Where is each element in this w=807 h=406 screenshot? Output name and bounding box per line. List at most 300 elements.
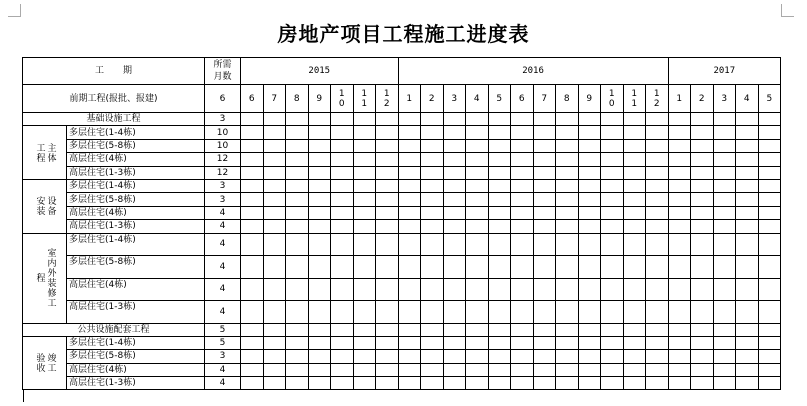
schedule-cell — [736, 220, 759, 233]
schedule-cell — [556, 301, 579, 324]
schedule-cell — [578, 220, 601, 233]
schedule-cell — [646, 350, 669, 363]
schedule-cell — [578, 377, 601, 390]
schedule-cell — [623, 113, 646, 126]
schedule-cell — [646, 220, 669, 233]
schedule-cell — [443, 336, 466, 349]
schedule-cell — [691, 139, 714, 152]
schedule-cell — [376, 233, 399, 256]
schedule-cell — [466, 256, 489, 279]
month-header: 3 — [713, 85, 736, 113]
schedule-cell — [758, 256, 781, 279]
schedule-cell — [443, 179, 466, 192]
schedule-cell — [376, 278, 399, 301]
schedule-cell — [511, 220, 534, 233]
schedule-cell — [578, 363, 601, 376]
schedule-cell — [533, 126, 556, 139]
schedule-cell — [263, 126, 286, 139]
table-row — [23, 350, 781, 363]
schedule-cell — [668, 193, 691, 206]
schedule-cell — [511, 139, 534, 152]
schedule-cell — [533, 323, 556, 336]
sub-item-label: 多层住宅(5-8栋) — [67, 193, 205, 206]
months-needed-value: 10 — [205, 126, 241, 139]
schedule-cell — [533, 301, 556, 324]
schedule-cell — [466, 153, 489, 166]
table-row — [23, 139, 781, 152]
schedule-cell — [286, 233, 309, 256]
schedule-cell — [556, 113, 579, 126]
schedule-cell — [533, 363, 556, 376]
schedule-cell — [241, 193, 264, 206]
schedule-cell — [533, 377, 556, 390]
schedule-cell — [488, 336, 511, 349]
schedule-cell — [263, 323, 286, 336]
schedule-cell — [601, 301, 624, 324]
sub-item-label: 高层住宅(1-3栋) — [67, 220, 205, 233]
schedule-cell — [376, 153, 399, 166]
schedule-cell — [308, 139, 331, 152]
schedule-cell — [353, 206, 376, 219]
schedule-cell — [556, 153, 579, 166]
schedule-cell — [376, 113, 399, 126]
schedule-cell — [533, 139, 556, 152]
schedule-cell — [353, 363, 376, 376]
schedule-cell — [736, 206, 759, 219]
schedule-cell — [421, 350, 444, 363]
schedule-cell — [601, 363, 624, 376]
schedule-cell — [578, 179, 601, 192]
schedule-cell — [421, 278, 444, 301]
schedule-cell — [263, 256, 286, 279]
schedule-cell — [331, 113, 354, 126]
schedule-cell — [691, 323, 714, 336]
schedule-cell — [758, 179, 781, 192]
schedule-cell — [331, 278, 354, 301]
schedule-cell — [646, 363, 669, 376]
schedule-cell — [601, 179, 624, 192]
schedule-cell — [353, 166, 376, 179]
schedule-cell — [286, 166, 309, 179]
table-row — [23, 336, 781, 349]
year-2016: 2016 — [398, 58, 668, 85]
schedule-cell — [286, 377, 309, 390]
months-needed-value: 10 — [205, 139, 241, 152]
schedule-cell — [308, 336, 331, 349]
schedule-cell — [443, 220, 466, 233]
schedule-cell — [488, 323, 511, 336]
schedule-cell — [736, 139, 759, 152]
schedule-cell — [736, 363, 759, 376]
schedule-cell — [713, 179, 736, 192]
schedule-cell — [533, 350, 556, 363]
table-row — [23, 220, 781, 233]
schedule-cell — [556, 377, 579, 390]
schedule-cell — [376, 166, 399, 179]
table-row — [23, 166, 781, 179]
sub-item-label: 多层住宅(5-8栋) — [67, 350, 205, 363]
schedule-cell — [376, 363, 399, 376]
schedule-cell — [601, 166, 624, 179]
table-row — [23, 301, 781, 324]
schedule-cell — [241, 256, 264, 279]
header-period-label: 工 期 — [23, 58, 205, 85]
schedule-cell — [668, 126, 691, 139]
month-header: 1 0 — [331, 85, 354, 113]
schedule-cell — [286, 256, 309, 279]
schedule-cell — [668, 153, 691, 166]
year-2017: 2017 — [668, 58, 781, 85]
schedule-cell — [263, 179, 286, 192]
schedule-cell — [646, 256, 669, 279]
schedule-cell — [601, 323, 624, 336]
schedule-cell — [623, 377, 646, 390]
schedule-cell — [466, 363, 489, 376]
schedule-cell — [398, 113, 421, 126]
month-header: 9 — [578, 85, 601, 113]
schedule-cell — [758, 220, 781, 233]
year-2015: 2015 — [241, 58, 399, 85]
phase-label: 基础设施工程 — [23, 113, 205, 126]
schedule-cell — [286, 126, 309, 139]
months-needed-value: 3 — [205, 179, 241, 192]
schedule-cell — [353, 323, 376, 336]
schedule-cell — [376, 206, 399, 219]
schedule-cell — [331, 336, 354, 349]
table-row — [23, 323, 781, 336]
schedule-cell — [736, 113, 759, 126]
schedule-cell — [488, 363, 511, 376]
schedule-cell — [466, 278, 489, 301]
schedule-cell — [736, 377, 759, 390]
schedule-cell — [241, 336, 264, 349]
schedule-cell — [376, 301, 399, 324]
schedule-cell — [241, 166, 264, 179]
schedule-cell — [668, 363, 691, 376]
schedule-cell — [668, 377, 691, 390]
sub-item-label: 高层住宅(1-3栋) — [67, 301, 205, 324]
schedule-cell — [466, 377, 489, 390]
schedule-cell — [511, 278, 534, 301]
schedule-cell — [533, 193, 556, 206]
schedule-cell — [421, 166, 444, 179]
schedule-cell — [488, 139, 511, 152]
schedule-cell — [443, 113, 466, 126]
schedule-cell — [488, 220, 511, 233]
schedule-cell — [578, 153, 601, 166]
schedule-cell — [331, 179, 354, 192]
schedule-cell — [308, 323, 331, 336]
schedule-cell — [511, 193, 534, 206]
schedule-cell — [331, 350, 354, 363]
sub-item-label: 高层住宅(4栋) — [67, 278, 205, 301]
schedule-cell — [556, 363, 579, 376]
schedule-cell — [421, 139, 444, 152]
schedule-cell — [376, 256, 399, 279]
table-row — [23, 256, 781, 279]
schedule-cell — [466, 350, 489, 363]
schedule-cell — [443, 323, 466, 336]
schedule-cell — [623, 179, 646, 192]
schedule-cell — [308, 220, 331, 233]
month-header: 4 — [736, 85, 759, 113]
schedule-cell — [331, 256, 354, 279]
phase-label: 公共设施配套工程 — [23, 323, 205, 336]
schedule-cell — [398, 153, 421, 166]
schedule-cell — [443, 206, 466, 219]
schedule-cell — [533, 206, 556, 219]
month-header: 2 — [421, 85, 444, 113]
schedule-cell — [241, 153, 264, 166]
table-row — [23, 193, 781, 206]
schedule-cell — [511, 126, 534, 139]
schedule-cell — [308, 206, 331, 219]
schedule-cell — [466, 193, 489, 206]
schedule-cell — [623, 139, 646, 152]
schedule-cell — [331, 166, 354, 179]
schedule-cell — [241, 350, 264, 363]
schedule-cell — [646, 113, 669, 126]
schedule-cell — [488, 113, 511, 126]
schedule-cell — [623, 193, 646, 206]
schedule-cell — [623, 323, 646, 336]
month-header: 6 — [241, 85, 264, 113]
schedule-cell — [646, 206, 669, 219]
schedule-cell — [353, 256, 376, 279]
schedule-cell — [623, 233, 646, 256]
schedule-cell — [353, 179, 376, 192]
sub-item-label: 多层住宅(1-4栋) — [67, 126, 205, 139]
schedule-cell — [443, 363, 466, 376]
schedule-cell — [668, 179, 691, 192]
schedule-cell — [286, 220, 309, 233]
schedule-cell — [601, 113, 624, 126]
schedule-cell — [578, 139, 601, 152]
months-needed-value: 4 — [205, 206, 241, 219]
schedule-cell — [241, 139, 264, 152]
schedule-cell — [691, 256, 714, 279]
schedule-cell — [533, 179, 556, 192]
schedule-cell — [421, 256, 444, 279]
schedule-cell — [286, 350, 309, 363]
schedule-cell — [488, 126, 511, 139]
schedule-cell — [668, 113, 691, 126]
sub-item-label: 多层住宅(5-8栋) — [67, 139, 205, 152]
schedule-cell — [241, 278, 264, 301]
schedule-cell — [353, 350, 376, 363]
schedule-cell — [713, 166, 736, 179]
sub-item-label: 多层住宅(5-8栋) — [67, 256, 205, 279]
sub-item-label: 多层住宅(1-4栋) — [67, 179, 205, 192]
schedule-cell — [398, 323, 421, 336]
months-needed-value: 3 — [205, 350, 241, 363]
schedule-cell — [286, 113, 309, 126]
schedule-cell — [353, 233, 376, 256]
schedule-cell — [623, 206, 646, 219]
schedule-cell — [713, 153, 736, 166]
schedule-cell — [421, 220, 444, 233]
months-needed-value: 5 — [205, 336, 241, 349]
schedule-cell — [331, 377, 354, 390]
schedule-cell — [601, 206, 624, 219]
pre-phase-months: 6 — [205, 85, 241, 113]
schedule-cell — [466, 301, 489, 324]
schedule-cell — [331, 126, 354, 139]
schedule-cell — [668, 323, 691, 336]
schedule-cell — [353, 377, 376, 390]
schedule-cell — [308, 126, 331, 139]
schedule-cell — [623, 153, 646, 166]
schedule-cell — [758, 193, 781, 206]
schedule-cell — [263, 233, 286, 256]
schedule-cell — [601, 350, 624, 363]
schedule-cell — [376, 193, 399, 206]
schedule-cell — [713, 301, 736, 324]
schedule-cell — [758, 350, 781, 363]
schedule-cell — [443, 166, 466, 179]
month-header: 2 — [691, 85, 714, 113]
schedule-cell — [533, 113, 556, 126]
schedule-cell — [668, 166, 691, 179]
schedule-cell — [601, 220, 624, 233]
schedule-cell — [578, 193, 601, 206]
schedule-cell — [308, 233, 331, 256]
schedule-cell — [668, 301, 691, 324]
schedule-cell — [331, 363, 354, 376]
schedule-cell — [263, 139, 286, 152]
schedule-cell — [263, 301, 286, 324]
schedule-cell — [556, 256, 579, 279]
schedule-cell — [713, 278, 736, 301]
schedule-cell — [421, 206, 444, 219]
schedule-cell — [691, 336, 714, 349]
schedule-cell — [646, 139, 669, 152]
schedule-cell — [668, 256, 691, 279]
schedule-cell — [443, 350, 466, 363]
phase-group-label — [23, 336, 67, 390]
schedule-cell — [758, 113, 781, 126]
schedule-cell — [736, 153, 759, 166]
schedule-cell — [533, 256, 556, 279]
schedule-cell — [511, 336, 534, 349]
schedule-cell — [623, 126, 646, 139]
schedule-cell — [488, 233, 511, 256]
schedule-cell — [398, 179, 421, 192]
schedule-cell — [623, 350, 646, 363]
schedule-cell — [646, 278, 669, 301]
schedule-cell — [736, 126, 759, 139]
schedule-cell — [578, 350, 601, 363]
schedule-table — [22, 57, 781, 390]
schedule-cell — [263, 166, 286, 179]
schedule-cell — [376, 139, 399, 152]
schedule-cell — [488, 377, 511, 390]
months-needed-value: 4 — [205, 377, 241, 390]
schedule-cell — [556, 350, 579, 363]
schedule-cell — [263, 193, 286, 206]
schedule-cell — [308, 256, 331, 279]
pre-phase-label: 前期工程(报批、报建) — [23, 85, 205, 113]
schedule-cell — [578, 256, 601, 279]
schedule-cell — [646, 126, 669, 139]
schedule-cell — [353, 278, 376, 301]
schedule-cell — [241, 323, 264, 336]
month-header: 1 — [668, 85, 691, 113]
schedule-cell — [668, 206, 691, 219]
schedule-cell — [241, 233, 264, 256]
schedule-cell — [646, 336, 669, 349]
phase-group-text: 竣工 验收 — [34, 353, 56, 374]
schedule-cell — [556, 336, 579, 349]
schedule-cell — [443, 278, 466, 301]
schedule-cell — [398, 336, 421, 349]
schedule-cell — [398, 166, 421, 179]
schedule-cell — [758, 323, 781, 336]
schedule-cell — [646, 153, 669, 166]
schedule-cell — [263, 363, 286, 376]
schedule-cell — [623, 363, 646, 376]
sub-item-label: 高层住宅(1-3栋) — [67, 377, 205, 390]
schedule-cell — [578, 126, 601, 139]
schedule-cell — [511, 113, 534, 126]
month-header: 6 — [511, 85, 534, 113]
schedule-cell — [466, 220, 489, 233]
schedule-cell — [376, 179, 399, 192]
month-header: 1 1 — [353, 85, 376, 113]
schedule-cell — [398, 256, 421, 279]
schedule-cell — [691, 166, 714, 179]
schedule-cell — [758, 206, 781, 219]
schedule-cell — [758, 278, 781, 301]
phase-group-text: 主体 工程 — [34, 142, 56, 163]
schedule-cell — [578, 206, 601, 219]
schedule-cell — [556, 139, 579, 152]
schedule-cell — [511, 301, 534, 324]
schedule-cell — [713, 220, 736, 233]
schedule-body — [23, 58, 781, 390]
crop-mark-top-left — [8, 4, 21, 17]
schedule-cell — [533, 166, 556, 179]
schedule-cell — [443, 126, 466, 139]
schedule-cell — [511, 179, 534, 192]
schedule-cell — [398, 377, 421, 390]
schedule-cell — [556, 126, 579, 139]
months-needed-value: 4 — [205, 256, 241, 279]
header-row-years — [23, 58, 781, 85]
schedule-cell — [646, 193, 669, 206]
schedule-cell — [308, 278, 331, 301]
schedule-cell — [556, 220, 579, 233]
schedule-cell — [736, 193, 759, 206]
table-row — [23, 363, 781, 376]
schedule-cell — [398, 350, 421, 363]
schedule-cell — [713, 139, 736, 152]
schedule-cell — [578, 278, 601, 301]
schedule-cell — [668, 220, 691, 233]
schedule-cell — [668, 233, 691, 256]
schedule-cell — [601, 256, 624, 279]
month-header: 8 — [286, 85, 309, 113]
schedule-cell — [691, 179, 714, 192]
month-header: 1 2 — [376, 85, 399, 113]
schedule-cell — [443, 193, 466, 206]
schedule-cell — [286, 336, 309, 349]
schedule-cell — [421, 377, 444, 390]
schedule-cell — [308, 301, 331, 324]
schedule-cell — [556, 323, 579, 336]
months-needed-value: 4 — [205, 301, 241, 324]
schedule-cell — [668, 278, 691, 301]
